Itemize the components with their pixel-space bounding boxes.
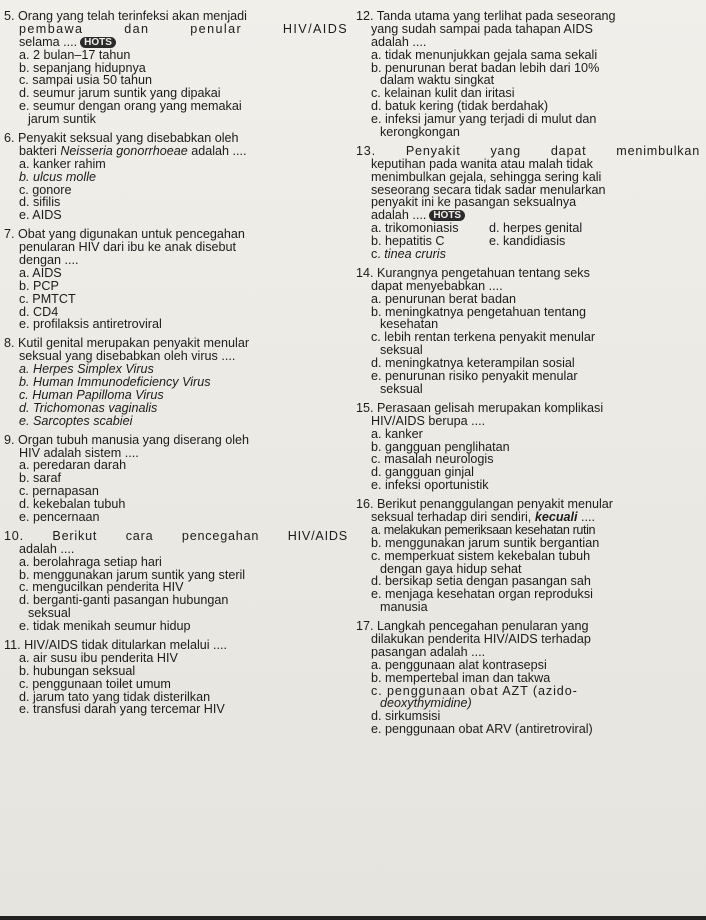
question-12 bbox=[356, 10, 700, 139]
question-text: HIV/AIDS berupa .... bbox=[371, 413, 486, 428]
option-e: e. tidak menikah seumur hidup bbox=[19, 619, 191, 634]
option-c: c. Human Papilloma Virus bbox=[19, 387, 164, 402]
option-d: d. meningkatnya keterampilan sosial bbox=[371, 356, 575, 371]
question-text: dengan .... bbox=[19, 253, 79, 268]
question-15 bbox=[356, 402, 700, 492]
option-b: b. mempertebal iman dan takwa bbox=[371, 670, 551, 685]
question-text: 11. HIV/AIDS tidak ditularkan melalui .... bbox=[4, 637, 228, 652]
option-a: a. trikomoniasis bbox=[371, 221, 459, 236]
option-d: d. seumur jarum suntik yang dipakai bbox=[19, 86, 221, 101]
question-text: selama .... HOTS bbox=[4, 36, 348, 49]
question-text: seseorang secara tidak sadar menularkan bbox=[371, 182, 606, 197]
option-d: d. CD4 bbox=[19, 304, 59, 319]
question-17 bbox=[356, 620, 700, 736]
option-c: c. pernapasan bbox=[19, 484, 99, 499]
option-a: a. melakukan pemeriksaan kesehatan rutin bbox=[371, 522, 596, 537]
option-a: a. penurunan berat badan bbox=[371, 291, 516, 306]
right-column bbox=[356, 10, 700, 736]
option-a: a. air susu ibu penderita HIV bbox=[19, 650, 178, 665]
question-text: bakteri Neisseria gonorrhoeae adalah .... bbox=[19, 143, 247, 158]
option-e-cont: jarum suntik bbox=[28, 112, 96, 127]
question-text: dilakukan penderita HIV/AIDS terhadap bbox=[371, 631, 591, 646]
option-c: c. tinea cruris bbox=[371, 247, 446, 262]
option-a: a. tidak menunjukkan gejala sama sekali bbox=[371, 47, 598, 62]
question-text: dapat menyebabkan .... bbox=[371, 278, 503, 293]
option-a: a. peredaran darah bbox=[19, 458, 127, 473]
option-a: a. 2 bulan–17 tahun bbox=[19, 47, 131, 62]
option-d: d. gangguan ginjal bbox=[371, 465, 474, 480]
page-bottom-edge bbox=[0, 916, 706, 920]
option-d: d. bersikap setia dengan pasangan sah bbox=[371, 574, 591, 589]
option-c: c. kelainan kulit dan iritasi bbox=[371, 86, 515, 101]
option-d: d. Trichomonas vaginalis bbox=[19, 400, 158, 415]
question-text: pembawa dan penular HIV/AIDS bbox=[19, 21, 348, 36]
question-text: 5. Orang yang telah terinfeksi akan menjadi bbox=[4, 9, 247, 23]
option-c: c. penggunaan toilet umum bbox=[19, 676, 171, 691]
option-b: b. meningkatnya pengetahuan tentang bbox=[371, 304, 586, 319]
question-text: 10. Berikut cara pencegahan HIV/AIDS bbox=[4, 528, 348, 543]
question-9 bbox=[4, 434, 348, 524]
option-e: e. pencernaan bbox=[19, 509, 100, 524]
option-c: c. penggunaan obat AZT (azido- bbox=[371, 683, 578, 698]
option-a: a. berolahraga setiap hari bbox=[19, 554, 162, 569]
option-c: c. mengucilkan penderita HIV bbox=[19, 580, 184, 595]
option-e: e. menjaga kesehatan organ reproduksi bbox=[371, 587, 593, 602]
option-c-cont: seksual bbox=[380, 343, 423, 358]
question-8 bbox=[4, 337, 348, 427]
option-a: a. Herpes Simplex Virus bbox=[19, 362, 154, 377]
question-text: seksual terhadap diri sendiri, kecuali .... bbox=[371, 509, 596, 524]
option-d: d. jarum tato yang tidak disterilkan bbox=[19, 689, 211, 704]
question-text: 12. Tanda utama yang terlihat pada seseorang bbox=[356, 9, 616, 23]
option-e: e. AIDS bbox=[19, 208, 62, 223]
question-text: yang sudah sampai pada tahapan AIDS bbox=[371, 21, 593, 36]
question-text: HIV adalah sistem .... bbox=[19, 445, 139, 460]
option-e-cont: seksual bbox=[380, 381, 423, 396]
question-16 bbox=[356, 498, 700, 614]
option-c: c. gonore bbox=[19, 182, 72, 197]
question-text: adalah .... bbox=[371, 34, 427, 49]
option-e: e. kandidiasis bbox=[489, 234, 566, 249]
question-text: seksual yang disebabkan oleh virus .... bbox=[19, 349, 236, 364]
option-d: d. batuk kering (tidak berdahak) bbox=[371, 99, 549, 114]
option-c: c. masalah neurologis bbox=[371, 452, 494, 467]
option-b: b. gangguan penglihatan bbox=[371, 439, 510, 454]
option-e: e. penggunaan obat ARV (antiretroviral) bbox=[371, 722, 593, 737]
question-text: 8. Kutil genital merupakan penyakit menular bbox=[4, 336, 250, 351]
option-b: b. hepatitis C bbox=[371, 234, 445, 249]
option-d: d. herpes genital bbox=[489, 221, 583, 236]
question-text: penularan HIV dari ibu ke anak disebut bbox=[19, 240, 237, 255]
question-text: keputihan pada wanita atau malah tidak bbox=[371, 156, 593, 171]
hots-badge: HOTS bbox=[80, 37, 116, 48]
option-d: d. sifilis bbox=[19, 195, 61, 210]
question-text: 7. Obat yang digunakan untuk pencegahan bbox=[4, 227, 245, 242]
option-d: d. kekebalan tubuh bbox=[19, 497, 126, 512]
option-a: a. kanker bbox=[371, 426, 423, 441]
option-e-cont: kerongkongan bbox=[380, 125, 460, 140]
question-text: 16. Berikut penanggulangan penyakit menular bbox=[356, 497, 613, 512]
option-e: e. Sarcoptes scabiei bbox=[19, 413, 133, 428]
option-b-cont: kesehatan bbox=[380, 317, 439, 332]
question-text: menimbulkan gejala, sehingga sering kali bbox=[371, 169, 602, 184]
question-7 bbox=[4, 228, 348, 331]
option-e: e. transfusi darah yang tercemar HIV bbox=[19, 702, 225, 717]
option-c: c. memperkuat sistem kekebalan tubuh bbox=[371, 548, 591, 563]
option-e: e. infeksi jamur yang terjadi di mulut dan bbox=[371, 112, 597, 127]
option-e: e. infeksi oportunistik bbox=[371, 478, 489, 493]
option-b: b. menggunakan jarum suntik yang steril bbox=[19, 567, 246, 582]
option-b: b. Human Immunodeficiency Virus bbox=[19, 375, 211, 390]
option-e: e. profilaksis antiretroviral bbox=[19, 317, 162, 332]
question-text: 13. Penyakit yang dapat menimbulkan bbox=[356, 143, 700, 158]
question-text: 9. Organ tubuh manusia yang diserang oleh bbox=[4, 432, 250, 447]
question-text: 14. Kurangnya pengetahuan tentang seks bbox=[356, 265, 590, 280]
option-e-cont: manusia bbox=[380, 600, 428, 615]
option-b: b. penurunan berat badan lebih dari 10% bbox=[371, 60, 600, 75]
option-d-cont: seksual bbox=[28, 606, 71, 621]
option-b: b. ulcus molle bbox=[19, 169, 96, 184]
question-5 bbox=[4, 10, 348, 126]
question-6 bbox=[4, 132, 348, 222]
question-text: 6. Penyakit seksual yang disebabkan oleh bbox=[4, 131, 239, 146]
question-14 bbox=[356, 267, 700, 396]
question-10 bbox=[4, 530, 348, 633]
option-c-cont: deoxythymidine) bbox=[380, 696, 472, 711]
option-a: a. AIDS bbox=[19, 265, 62, 280]
option-b-cont: dalam waktu singkat bbox=[380, 73, 495, 88]
question-13 bbox=[356, 145, 700, 261]
option-e: e. seumur dengan orang yang memakai bbox=[19, 99, 242, 114]
left-column bbox=[4, 10, 348, 716]
question-text: penyakit ini ke pasangan seksualnya bbox=[371, 195, 577, 210]
question-11 bbox=[4, 639, 348, 716]
option-c: c. sampai usia 50 tahun bbox=[19, 73, 153, 88]
option-a: a. kanker rahim bbox=[19, 156, 106, 171]
option-d: d. berganti-ganti pasangan hubungan bbox=[19, 593, 229, 608]
option-b: b. saraf bbox=[19, 471, 61, 486]
question-text: adalah .... HOTS bbox=[356, 209, 700, 222]
question-text: 17. Langkah pencegahan penularan yang bbox=[356, 619, 589, 634]
option-d: d. sirkumsisi bbox=[371, 709, 441, 724]
option-a: a. penggunaan alat kontrasepsi bbox=[371, 657, 547, 672]
question-text: 15. Perasaan gelisah merupakan komplikasi bbox=[356, 400, 604, 415]
option-c-cont: dengan gaya hidup sehat bbox=[380, 561, 522, 576]
option-b: b. PCP bbox=[19, 278, 59, 293]
option-e: e. penurunan risiko penyakit menular bbox=[371, 369, 578, 384]
option-b: b. menggunakan jarum suntik bergantian bbox=[371, 535, 600, 550]
question-text: adalah .... bbox=[19, 541, 75, 556]
option-c: c. lebih rentan terkena penyakit menular bbox=[371, 330, 596, 345]
option-c: c. PMTCT bbox=[19, 291, 76, 306]
hots-badge: HOTS bbox=[429, 210, 465, 221]
option-b: b. sepanjang hidupnya bbox=[19, 60, 146, 75]
question-text: pasangan adalah .... bbox=[371, 644, 486, 659]
option-b: b. hubungan seksual bbox=[19, 663, 136, 678]
